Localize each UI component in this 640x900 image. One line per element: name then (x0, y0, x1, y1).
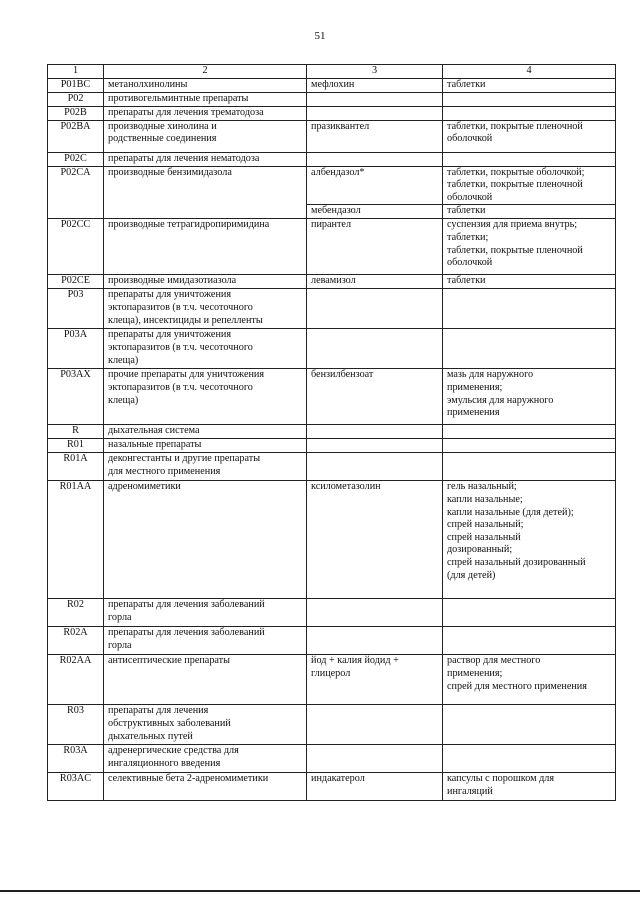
table-row (48, 745, 616, 773)
atc-code: P03 (48, 289, 104, 329)
drug-inn: пирантел (307, 219, 443, 275)
atc-code: R02A (48, 627, 104, 655)
atc-code: P02CC (48, 219, 104, 275)
atc-code: R01 (48, 439, 104, 453)
atc-code: R01AA (48, 481, 104, 599)
drug-group: препараты для уничтожения эктопаразитов (в т.ч. чесоточного клеща), инсектициды и репелленты (104, 289, 307, 329)
drug-group: антисептические препараты (104, 655, 307, 705)
drug-group: прочие препараты для уничтожения эктопаразитов (в т.ч. чесоточного клеща) (104, 369, 307, 425)
drug-group: деконгестанты и другие препараты для местного применения (104, 453, 307, 481)
dosage-form (443, 745, 616, 773)
drug-inn: ксилометазолин (307, 481, 443, 599)
dosage-form (443, 425, 616, 439)
drug-inn: албендазол* (307, 166, 443, 205)
drug-inn (307, 439, 443, 453)
dosage-form: таблетки (443, 205, 616, 219)
drug-group: селективные бета 2-адреномиметики (104, 773, 307, 801)
atc-code: P02C (48, 152, 104, 166)
dosage-form (443, 92, 616, 106)
table-row (48, 92, 616, 106)
drug-inn (307, 106, 443, 120)
drug-inn: бензилбензоат (307, 369, 443, 425)
drug-inn: мефлохин (307, 78, 443, 92)
drug-table (47, 64, 616, 801)
table-row (48, 329, 616, 369)
atc-code: R01A (48, 453, 104, 481)
atc-code: P01BC (48, 78, 104, 92)
dosage-form: таблетки, покрытые пленочной оболочкой (443, 120, 616, 152)
dosage-form (443, 599, 616, 627)
column-header: 4 (443, 65, 616, 79)
drug-group: препараты для лечения заболеваний горла (104, 599, 307, 627)
table-row (48, 166, 616, 205)
dosage-form: суспензия для приема внутрь; таблетки; таблетки, покрытые пленочной оболочкой (443, 219, 616, 275)
page-number: 51 (314, 30, 326, 42)
atc-code: R (48, 425, 104, 439)
table-row (48, 481, 616, 599)
bottom-rule (0, 890, 640, 892)
column-header: 2 (104, 65, 307, 79)
table-row (48, 599, 616, 627)
dosage-form (443, 289, 616, 329)
table-row (48, 152, 616, 166)
atc-code: P02BA (48, 120, 104, 152)
dosage-form: таблетки (443, 275, 616, 289)
atc-code: R02AA (48, 655, 104, 705)
column-header: 3 (307, 65, 443, 79)
table-row (48, 773, 616, 801)
drug-group: адренергические средства для ингаляционного введения (104, 745, 307, 773)
table-row (48, 369, 616, 425)
dosage-form (443, 453, 616, 481)
atc-code: P03A (48, 329, 104, 369)
dosage-form: таблетки (443, 78, 616, 92)
drug-group: назальные препараты (104, 439, 307, 453)
drug-inn: левамизол (307, 275, 443, 289)
drug-inn: празиквантел (307, 120, 443, 152)
table-row (48, 705, 616, 745)
table-row (48, 453, 616, 481)
table-row (48, 655, 616, 705)
drug-inn (307, 329, 443, 369)
table-header-row (48, 65, 616, 79)
drug-inn (307, 599, 443, 627)
drug-group: препараты для уничтожения эктопаразитов (в т.ч. чесоточного клеща) (104, 329, 307, 369)
dosage-form: мазь для наружного применения; эмульсия для наружного применения (443, 369, 616, 425)
atc-code: R02 (48, 599, 104, 627)
drug-inn (307, 425, 443, 439)
table-row (48, 219, 616, 275)
table-row (48, 275, 616, 289)
table-row (48, 439, 616, 453)
drug-group: производные тетрагидропиримидина (104, 219, 307, 275)
drug-group: производные бензимидазола (104, 166, 307, 219)
drug-group: производные имидазотиазола (104, 275, 307, 289)
dosage-form (443, 627, 616, 655)
column-header: 1 (48, 65, 104, 79)
drug-inn: йод + калия йодид + глицерол (307, 655, 443, 705)
dosage-form (443, 329, 616, 369)
table-row (48, 120, 616, 152)
atc-code: R03 (48, 705, 104, 745)
atc-code: P03AX (48, 369, 104, 425)
drug-inn (307, 453, 443, 481)
table-row (48, 289, 616, 329)
drug-group: производные хинолина и родственные соединения (104, 120, 307, 152)
drug-inn (307, 705, 443, 745)
drug-group: препараты для лечения заболеваний горла (104, 627, 307, 655)
drug-inn: индакатерол (307, 773, 443, 801)
dosage-form: раствор для местного применения; спрей для местного применения (443, 655, 616, 705)
drug-group: препараты для лечения трематодоза (104, 106, 307, 120)
drug-inn (307, 289, 443, 329)
drug-group: противогельминтные препараты (104, 92, 307, 106)
dosage-form: таблетки, покрытые оболочкой; таблетки, покрытые пленочной оболочкой (443, 166, 616, 205)
drug-inn (307, 627, 443, 655)
dosage-form (443, 152, 616, 166)
drug-group: дыхательная система (104, 425, 307, 439)
drug-inn (307, 92, 443, 106)
atc-code: R03AC (48, 773, 104, 801)
dosage-form (443, 705, 616, 745)
drug-inn (307, 152, 443, 166)
atc-code: P02 (48, 92, 104, 106)
table-row (48, 627, 616, 655)
dosage-form (443, 439, 616, 453)
atc-code: P02CE (48, 275, 104, 289)
drug-group: адреномиметики (104, 481, 307, 599)
atc-code: P02B (48, 106, 104, 120)
drug-group: препараты для лечения обструктивных заболеваний дыхательных путей (104, 705, 307, 745)
table-row (48, 106, 616, 120)
table-row (48, 78, 616, 92)
drug-inn: мебендазол (307, 205, 443, 219)
dosage-form: гель назальный; капли назальные; капли назальные (для детей); спрей назальный; спрей назальный дозированный; спрей назальный дозированный (для детей) (443, 481, 616, 599)
drug-group: препараты для лечения нематодоза (104, 152, 307, 166)
table-row (48, 425, 616, 439)
dosage-form: капсулы с порошком для ингаляций (443, 773, 616, 801)
drug-inn (307, 745, 443, 773)
atc-code: R03A (48, 745, 104, 773)
atc-code: P02CA (48, 166, 104, 219)
drug-group: метанолхинолины (104, 78, 307, 92)
dosage-form (443, 106, 616, 120)
